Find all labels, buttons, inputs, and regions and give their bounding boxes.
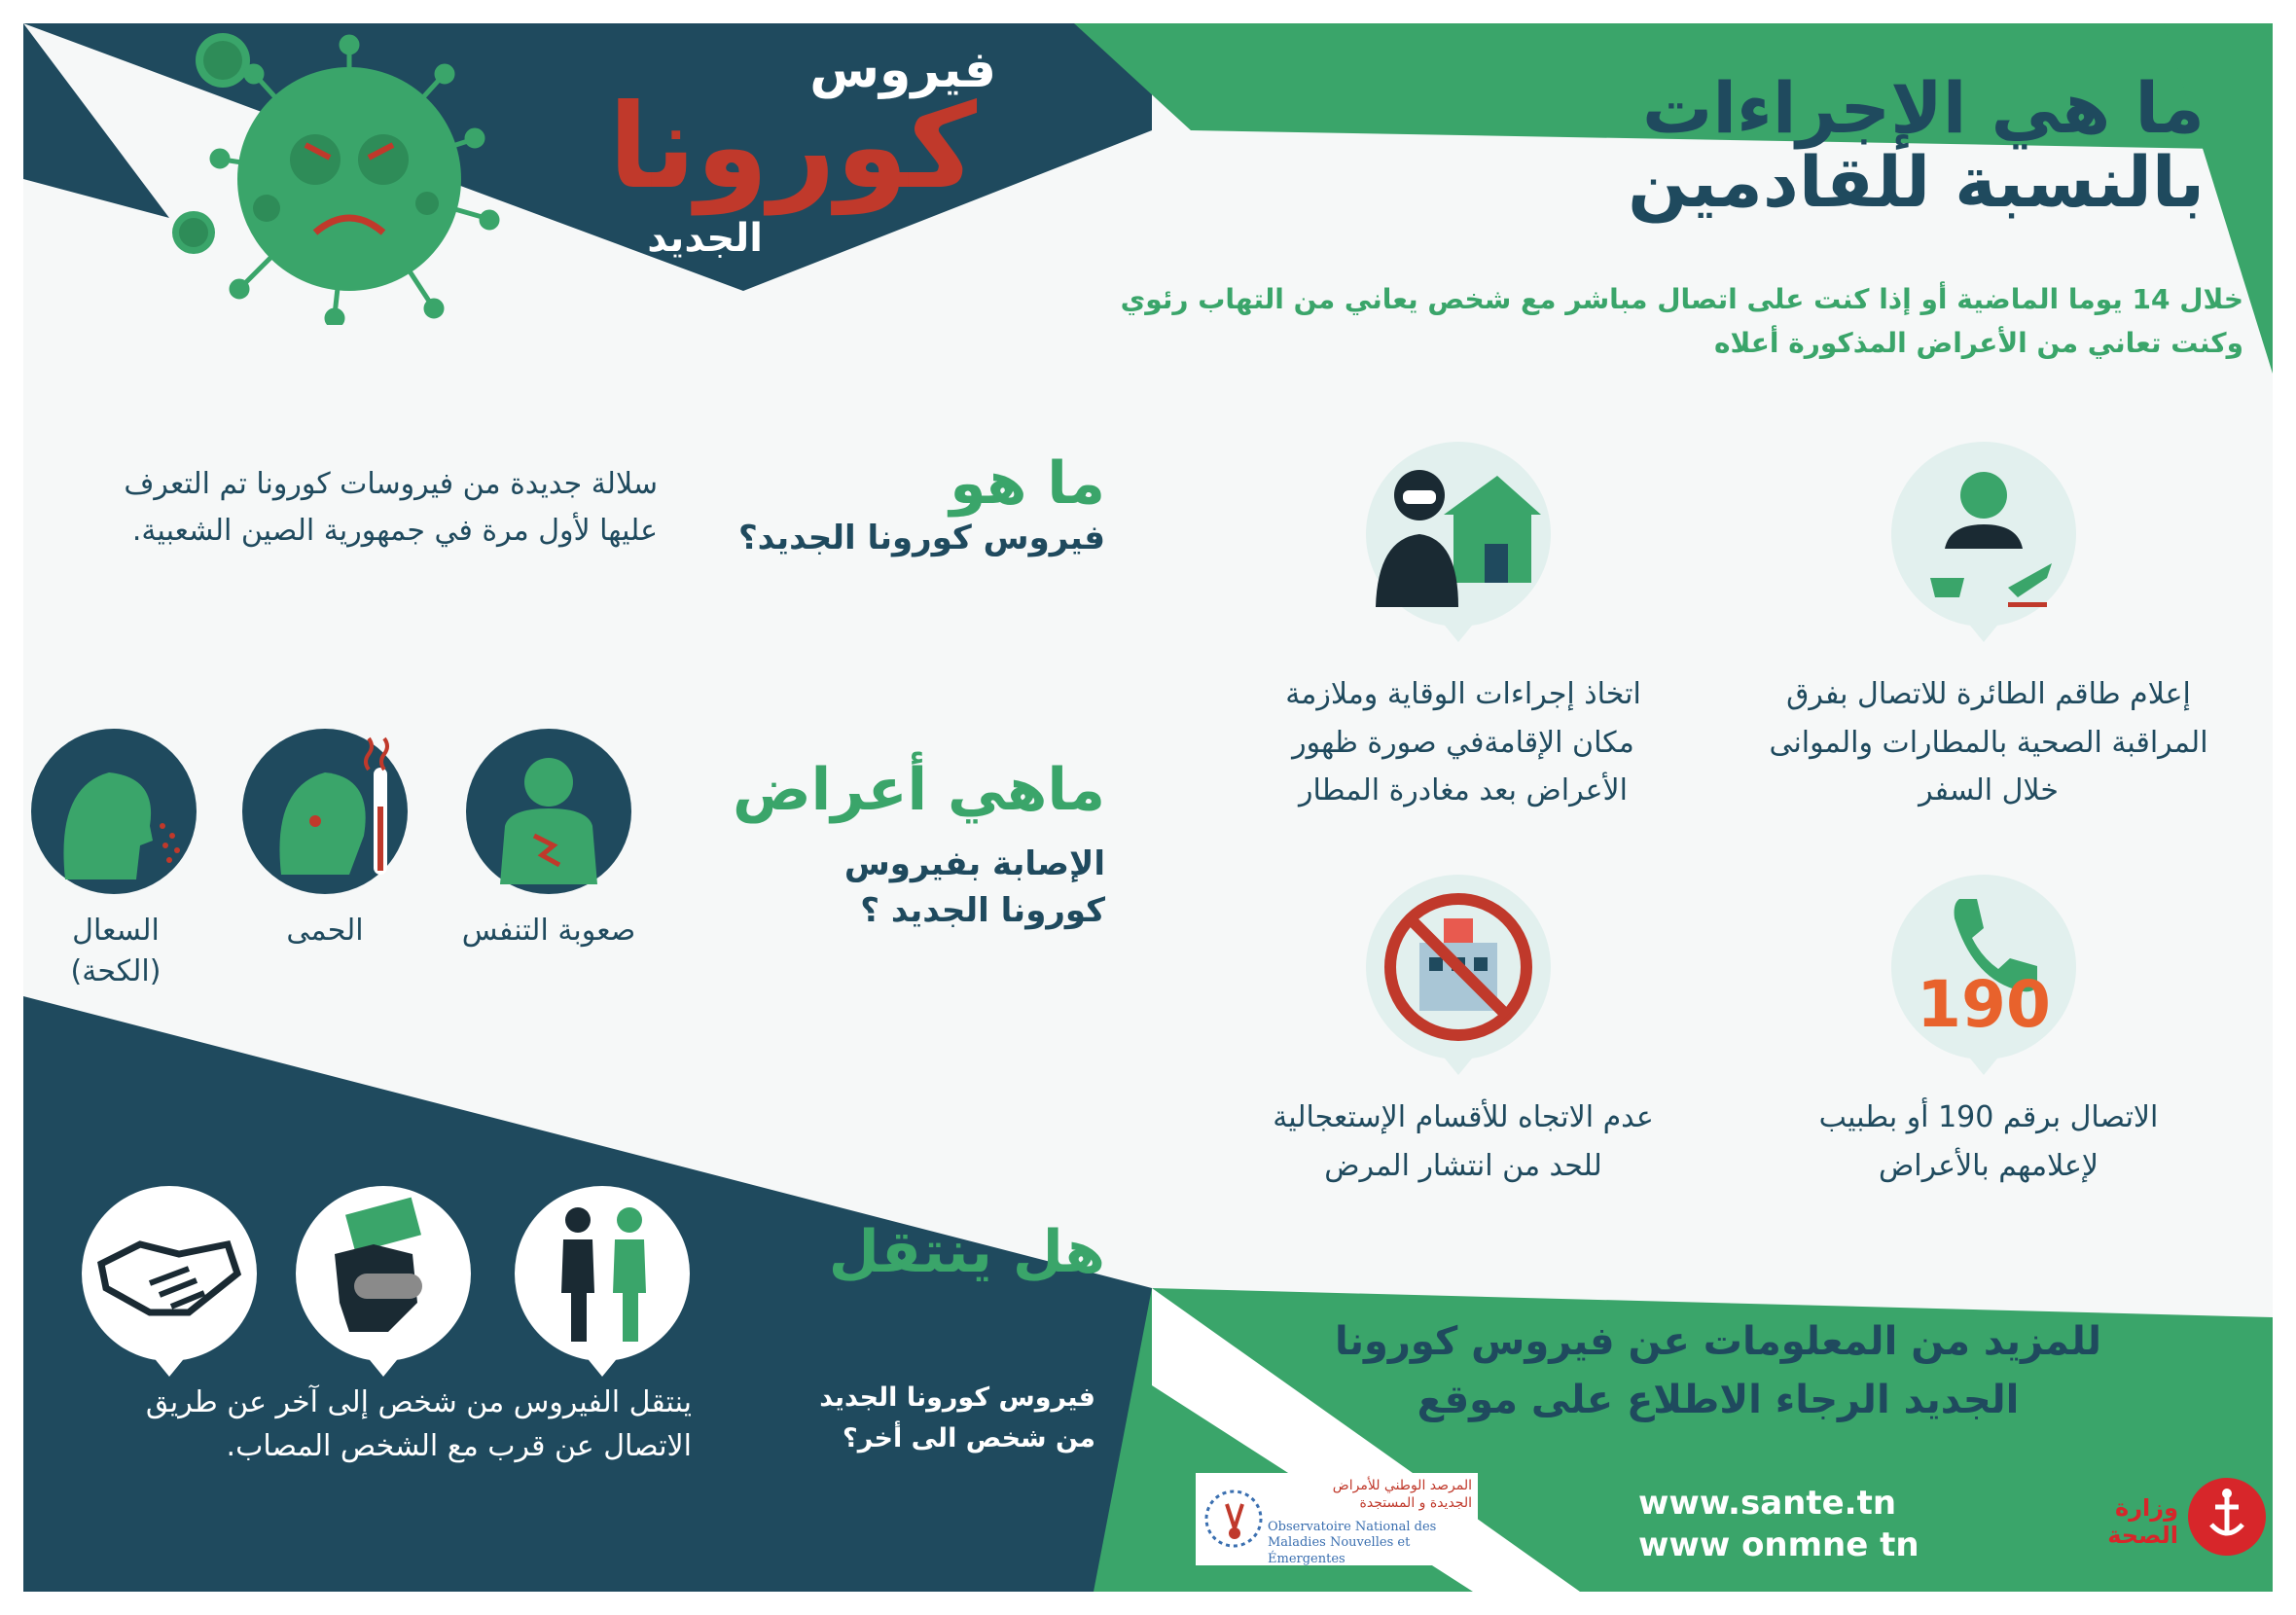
measure-crew-line-2: المراقبة الصحية بالمطارات والموانى <box>1769 725 2208 760</box>
symptom-label-cough-line-1: السعال <box>72 914 160 948</box>
observatory-emblem-icon <box>1200 1485 1268 1553</box>
footer-urls <box>1638 1483 1950 1565</box>
page-title <box>1329 67 2205 223</box>
measure-no-hospital-line-1: عدم الاتجاه للأقسام الإستعجالية <box>1273 1100 1654 1134</box>
measure-crew-line-3: خلال السفر <box>1919 773 2059 808</box>
more-info-line-1: للمزيد من المعلومات عن فيروس كورونا <box>1334 1319 2102 1364</box>
symptoms-section <box>619 758 1105 934</box>
transmission-text <box>50 1381 692 1468</box>
subtitle-line-1: خلال 14 يوما الماضية أو إذا كنت على اتصال مباشر مع شخص يعاني من التهاب رئوي <box>1120 283 2243 315</box>
measure-caption-phone <box>1775 1094 2203 1190</box>
ministry-emblem-icon <box>2188 1478 2266 1556</box>
observatory-french-line-1: Observatoire National des <box>1268 1520 1437 1534</box>
what-is-text-line-1: سلالة جديدة من فيروسات كورونا تم التعرف <box>124 467 658 501</box>
measure-isolation-line-2: مكان الإقامةفي صورة ظهور <box>1292 725 1634 760</box>
measure-no-hospital-line-2: للحد من انتشار المرض <box>1324 1148 1602 1183</box>
people-contact-icon <box>515 1186 690 1361</box>
virus-label-bottom: الجديد <box>647 216 763 261</box>
measure-isolation-line-1: اتخاذ إجراءات الوقاية وملازمة <box>1285 677 1641 711</box>
subtitle-line-2: وكنت تعاني من الأعراض المذكورة أعلاه <box>1713 326 2243 359</box>
transmission-section <box>619 1220 1105 1284</box>
measure-phone-line-2: لإعلامهم بالأعراض <box>1879 1148 2099 1183</box>
hand-shopping-icon <box>296 1186 471 1361</box>
url-onmne[interactable]: www onmne tn <box>1638 1525 1919 1564</box>
symptom-label-cough-line-2: (الكحة) <box>70 954 161 988</box>
virus-label-top: فيروس <box>809 41 996 99</box>
what-is-text-line-2: عليها لأول مرة في جمهورية الصين الشعبية. <box>131 514 658 548</box>
no-hospital-icon <box>1366 875 1551 1059</box>
measure-phone-line-1: الاتصال برقم 190 أو بطبيب <box>1818 1100 2159 1134</box>
home-isolation-icon <box>1366 442 1551 627</box>
small-virus-left <box>172 211 215 254</box>
virus-label-big: كورونا <box>608 80 977 215</box>
transmission-heading: هل ينتقل <box>828 1218 1105 1286</box>
transmission-subheading <box>687 1378 1095 1459</box>
phone-icon <box>1891 875 2076 1059</box>
transmission-subheading-line-1: فيروس كورونا الجديد <box>819 1382 1095 1413</box>
virus-name-logo <box>608 41 996 274</box>
subtitle <box>1076 278 2243 366</box>
virus-body <box>237 67 461 291</box>
measure-caption-crew <box>1755 670 2222 815</box>
observatory-french-name <box>1268 1520 1476 1567</box>
transmission-text-line-2: الاتصال عن قرب مع الشخص المصاب. <box>226 1429 692 1463</box>
symptoms-heading: ماهي أعراض <box>732 756 1105 824</box>
title-line-2: بالنسبة للقادمين <box>1628 140 2205 223</box>
symptom-label-fever: الحمى <box>286 914 364 948</box>
symptom-label-cough <box>23 911 208 992</box>
measure-caption-isolation <box>1239 670 1687 815</box>
url-sante[interactable]: www.sante.tn <box>1638 1484 1897 1523</box>
transmission-subheading-line-2: من شخص الى أخر؟ <box>843 1422 1095 1454</box>
small-virus-top <box>196 33 250 88</box>
transmission-text-line-1: ينتقل الفيروس من شخص إلى آخر عن طريق <box>145 1385 692 1419</box>
measure-crew-line-1: إعلام طاقم الطائرة للاتصال بفرق <box>1786 677 2191 711</box>
observatory-logo <box>1196 1473 1478 1565</box>
measure-caption-no-hospital <box>1230 1094 1697 1190</box>
observatory-arabic-line-2: الجديدة و المستجدة <box>1359 1495 1472 1512</box>
cough-icon <box>31 729 197 894</box>
observatory-arabic-line-1: المرصد الوطني للأمراض <box>1332 1478 1472 1493</box>
travel-crew-icon <box>1891 442 2076 627</box>
flyer-sheet <box>23 23 2273 1592</box>
virus-eye-right <box>358 134 409 185</box>
virus-illustration <box>150 23 520 325</box>
more-info-line-2: الجديد الرجاء الاطلاع على موقع <box>1417 1378 2020 1422</box>
symptoms-subheading-line-2: كورونا الجديد ؟ <box>860 890 1105 930</box>
more-info <box>1280 1312 2156 1429</box>
what-is-heading: ما هو <box>950 449 1105 518</box>
symptom-label-breathing: صعوبة التنفس <box>461 914 636 948</box>
handshake-icon <box>82 1186 257 1361</box>
fever-icon <box>242 729 408 894</box>
ministry-label: وزارة الصحة <box>2107 1494 2178 1549</box>
phone-number-190: 190 <box>1917 967 2051 1042</box>
measure-isolation-line-3: الأعراض بعد مغادرة المطار <box>1299 773 1628 808</box>
what-is-section <box>619 451 1105 562</box>
what-is-subheading: فيروس كورونا الجديد؟ <box>737 519 1105 557</box>
breathing-icon <box>466 729 631 894</box>
virus-eye-left <box>290 134 341 185</box>
what-is-text <box>54 461 658 555</box>
symptoms-subheading-line-1: الإصابة بفيروس <box>843 844 1105 883</box>
observatory-french-line-2: Maladies Nouvelles et Émergentes <box>1268 1535 1411 1566</box>
observatory-arabic-name <box>1277 1477 1472 1512</box>
title-line-1: ما هي الإجراءات <box>1641 67 2205 149</box>
